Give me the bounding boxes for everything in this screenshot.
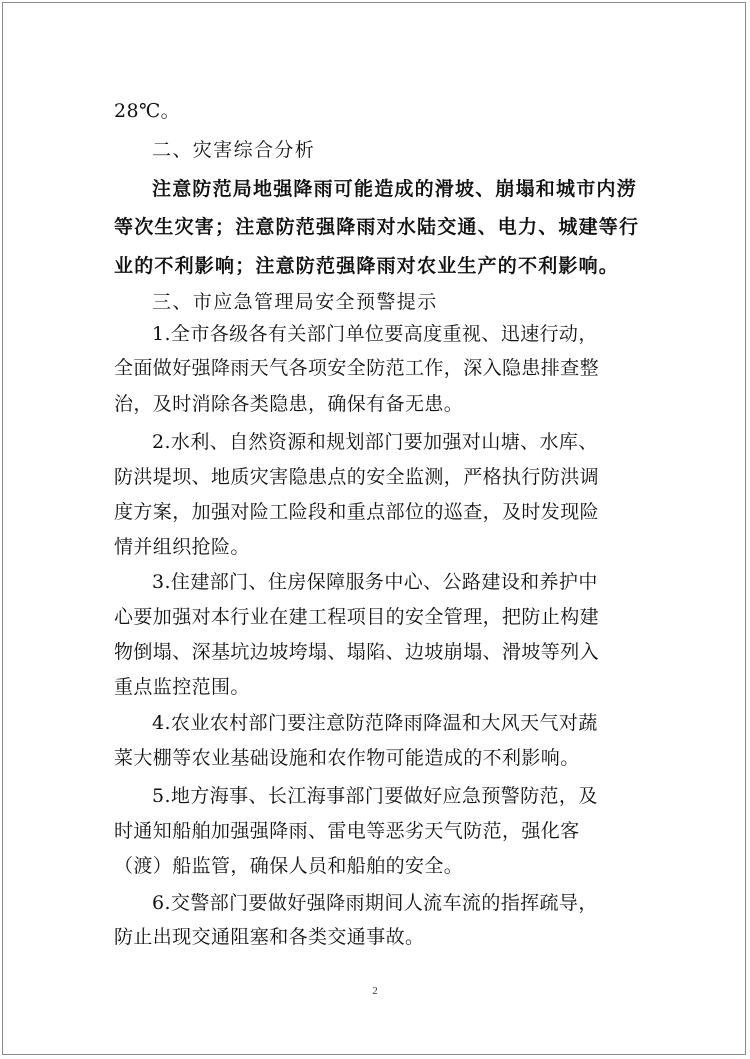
page-number: 2	[372, 985, 378, 997]
text-line: 3.住建部门、住房保障服务中心、公路建设和养护中	[152, 571, 598, 593]
text-line: 防止出现交通阻塞和各类交通事故。	[114, 926, 425, 948]
text-line-bold: 业的不利影响；注意防范强降雨对农业生产的不利影响。	[114, 255, 620, 277]
text-line: 治，及时消除各类隐患，确保有备无患。	[114, 393, 464, 415]
text-line: 5.地方海事、长江海事部门要做好应急预警防范，及	[152, 785, 598, 807]
text-line: 全面做好强降雨天气各项安全防范工作，深入隐患排查整	[114, 357, 600, 379]
text-line: 菜大棚等农业基础设施和农作物可能造成的不利影响。	[114, 747, 580, 769]
text-line: 1.全市各级各有关部门单位要高度重视、迅速行动，	[152, 323, 598, 345]
text-line-bold: 等次生灾害；注意防范强降雨对水陆交通、电力、城建等行	[114, 216, 640, 238]
text-line-bold: 注意防范局地强降雨可能造成的滑坡、崩塌和城市内涝	[152, 178, 637, 200]
text-line: 情并组织抢险。	[114, 536, 250, 558]
text-line: 心要加强对本行业在建工程项目的安全管理，把防止构建	[114, 606, 600, 628]
text-line: 6.交警部门要做好强降雨期间人流车流的指挥疏导，	[152, 892, 598, 914]
text-line: 4.农业农村部门要注意防范降雨降温和大风天气对蔬	[152, 712, 598, 734]
section-heading-disaster-analysis: 二、灾害综合分析	[152, 139, 316, 161]
text-line: 时通知船舶加强强降雨、雷电等恶劣天气防范，强化客	[114, 820, 580, 842]
text-line: 度方案，加强对险工险段和重点部位的巡查，及时发现险	[114, 501, 600, 523]
text-line: 防洪堤坝、地质灾害隐患点的安全监测，严格执行防洪调	[114, 466, 600, 488]
section-heading-safety-warning: 三、市应急管理局安全预警提示	[152, 291, 438, 313]
text-line: 重点监控范围。	[114, 676, 250, 698]
text-line: 2.水利、自然资源和规划部门要加强对山塘、水库、	[152, 431, 598, 453]
text-line: 28℃。	[114, 100, 181, 122]
text-line: （渡）船监管，确保人员和船舶的安全。	[114, 855, 464, 877]
text-line: 物倒塌、深基坑边坡垮塌、塌陷、边坡崩塌、滑坡等列入	[114, 641, 600, 663]
